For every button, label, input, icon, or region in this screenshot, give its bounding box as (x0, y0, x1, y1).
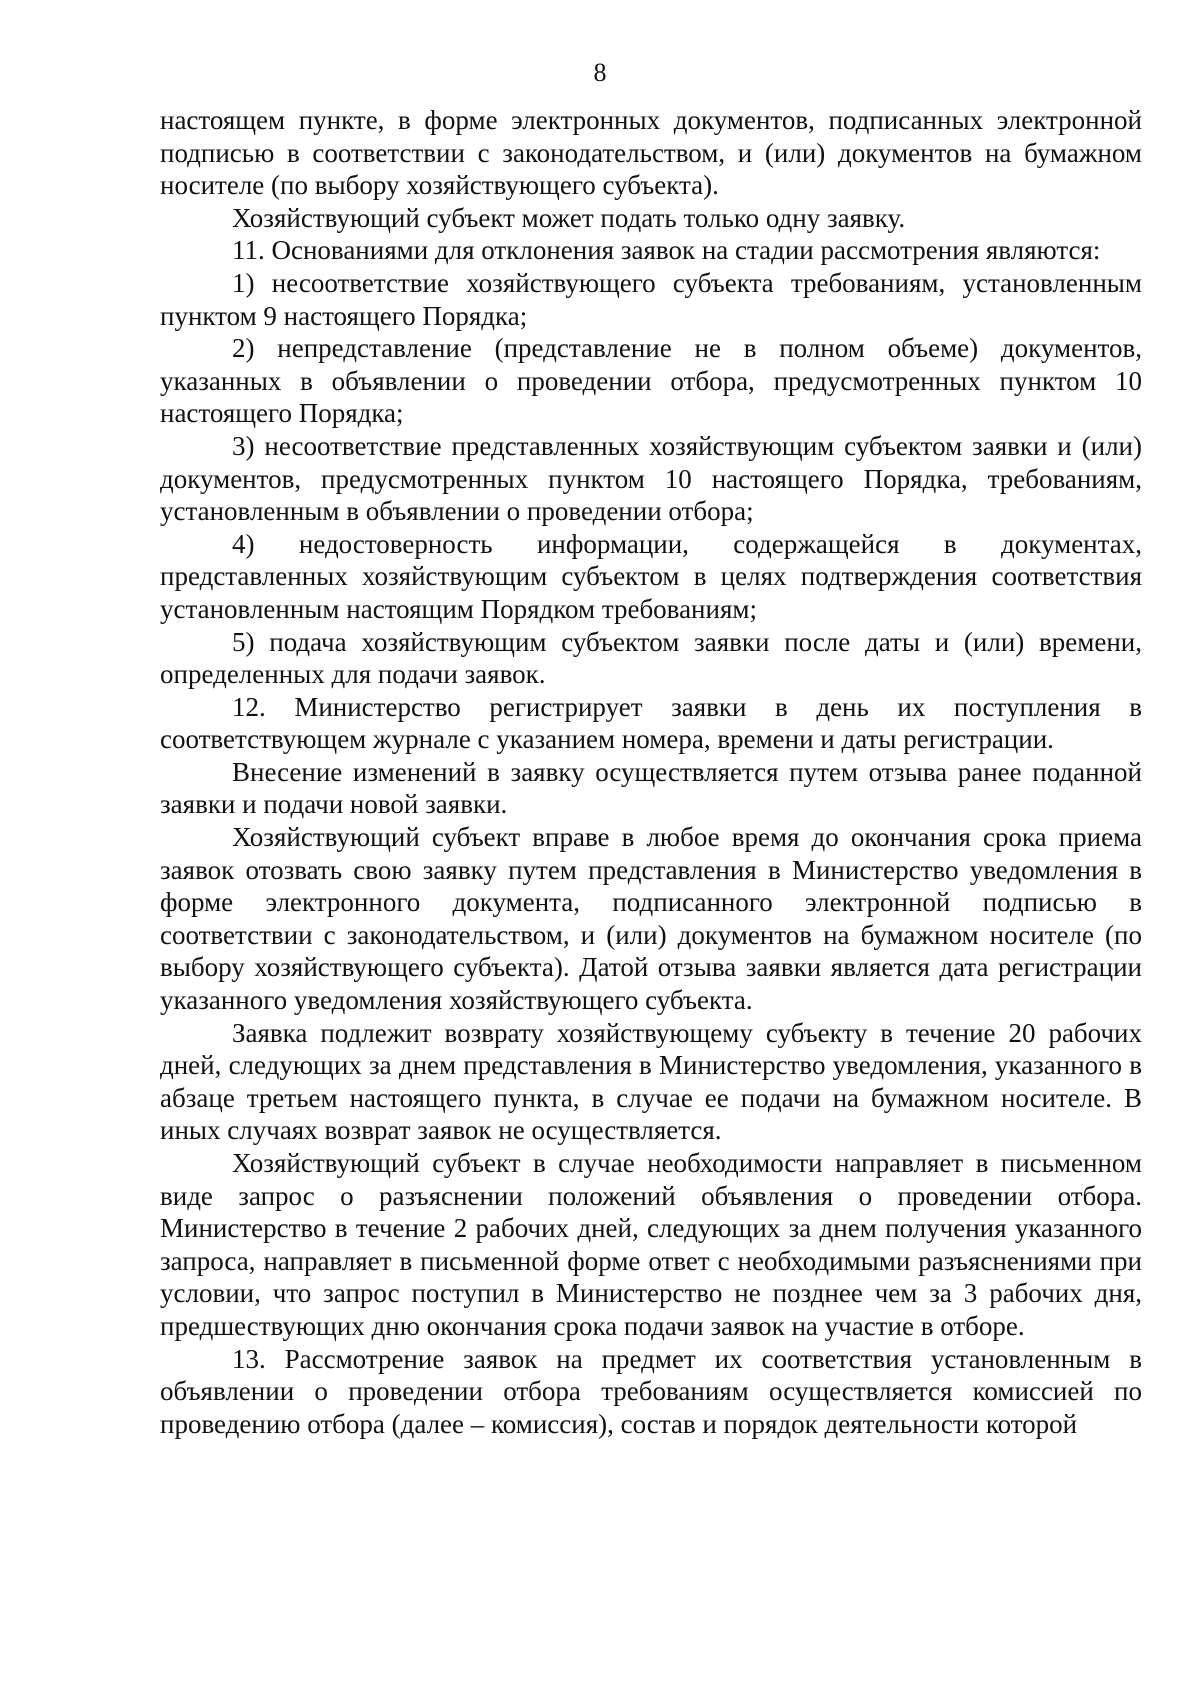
paragraph: настоящем пункте, в форме электронных документов, подписанных электронной подписью в соответствии с законодательством, и (или) документов на бумажном носителе (по выбору хозяйствующего субъекта). (160, 105, 1142, 201)
paragraph: 5) подача хозяйствующим субъектом заявки после даты и (или) времени, определенных для подачи заявок. (160, 626, 1142, 690)
paragraph: Хозяйствующий субъект вправе в любое время до окончания срока приема заявок отозвать свою заявку путем представления в Министерство уведомления в форме электронного документа, подписанного электронной подписью в соответствии с законодательством, и (или) документов на бумажном носителе (по выбору хозяйствующего субъекта). Датой отзыва заявки является дата регистрации указанного уведомления хозяйствующего субъекта. (160, 822, 1142, 1016)
paragraph: 2) непредставление (представление не в полном объеме) документов, указанных в объявлении о проведении отбора, предусмотренных пунктом 10 настоящего Порядка; (160, 333, 1142, 429)
page-number: 8 (593, 58, 607, 87)
document-body (160, 104, 1142, 1440)
paragraph: 12. Министерство регистрирует заявки в день их поступления в соответствующем журнале с указанием номера, времени и даты регистрации. (160, 691, 1142, 755)
paragraph: 11. Основаниями для отклонения заявок на стадии рассмотрения являются: (232, 235, 1101, 266)
paragraph: Внесение изменений в заявку осуществляется путем отзыва ранее поданной заявки и подачи новой заявки. (160, 756, 1142, 820)
paragraph: 13. Рассмотрение заявок на предмет их соответствия установленным в объявлении о проведении отбора требованиям осуществляется комиссией по проведению отбора (далее – комиссия), состав и порядок деятельности которой (160, 1343, 1142, 1439)
paragraph: Заявка подлежит возврату хозяйствующему субъекту в течение 20 рабочих дней, следующих за днем представления в Министерство уведомления, указанного в абзаце третьем настоящего пункта, в случае ее подачи на бумажном носителе. В иных случаях возврат заявок не осуществляется. (160, 1017, 1142, 1146)
paragraph: Хозяйствующий субъект может подать только одну заявку. (232, 202, 906, 233)
paragraph: 3) несоответствие представленных хозяйствующим субъектом заявки и (или) документов, предусмотренных пунктом 10 настоящего Порядка, требованиям, установленным в объявлении о проведении отбора; (160, 430, 1142, 527)
paragraph: 4) недостоверность информации, содержащейся в документах, представленных хозяйствующим субъектом в целях подтверждения соответствия установленным настоящим Порядком требованиям; (160, 528, 1142, 624)
paragraph: Хозяйствующий субъект в случае необходимости направляет в письменном виде запрос о разъяснении положений объявления о проведении отбора. Министерство в течение 2 рабочих дней, следующих за днем получения указанного запроса, направляет в письменной форме ответ с необходимыми разъяснениями при условии, что запрос поступил в Министерство не позднее чем за 3 рабочих дня, предшествующих дню окончания срока подачи заявок на участие в отборе. (160, 1148, 1142, 1341)
paragraph: 1) несоответствие хозяйствующего субъекта требованиям, установленным пунктом 9 настоящего Порядка; (160, 267, 1142, 331)
